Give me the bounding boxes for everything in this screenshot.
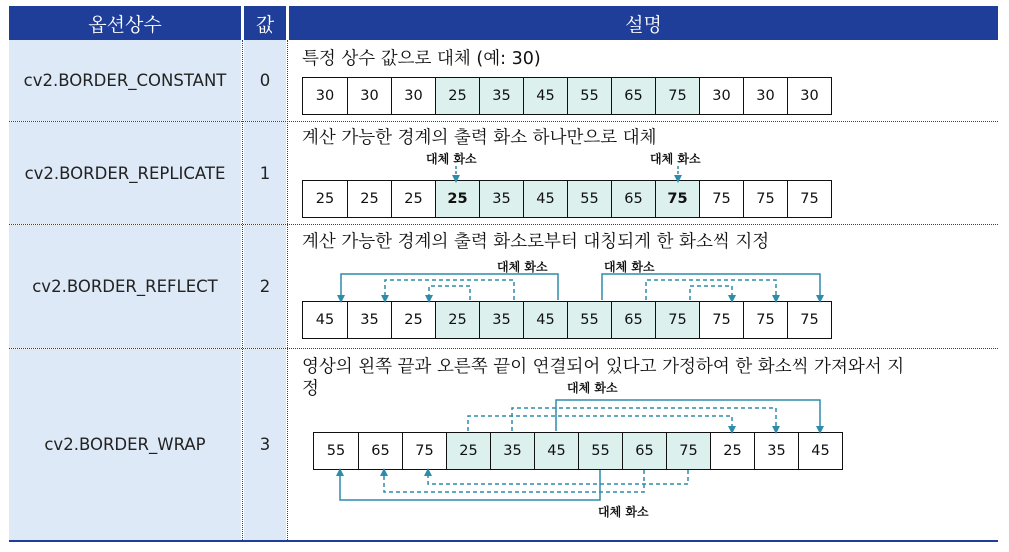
row-3-cell: 65 xyxy=(358,433,402,469)
row-3-pixel-array xyxy=(313,432,843,470)
header-description: 설명 xyxy=(289,6,998,40)
table-bottom-border xyxy=(9,540,998,542)
row-0-cell: 35 xyxy=(479,78,523,114)
row-1-cell: 65 xyxy=(611,181,655,217)
row-2-cell: 35 xyxy=(479,302,523,338)
row-2-pixel-array xyxy=(302,301,832,339)
row-1-cell: 75 xyxy=(787,181,831,217)
row-0-name: cv2.BORDER_CONSTANT xyxy=(9,40,241,121)
row-0-cell: 25 xyxy=(435,78,479,114)
row-2-cell: 45 xyxy=(315,312,335,328)
row-1-label-left: 대체 화소 xyxy=(426,152,477,166)
row-2-description: 계산 가능한 경계의 출력 화소로부터 대칭되게 한 화소씩 지정 xyxy=(302,232,770,252)
row-2-cell: 75 xyxy=(699,302,743,338)
column-divider xyxy=(242,40,243,540)
row-2-cell: 25 xyxy=(391,302,435,338)
row-1-cell: 75 xyxy=(655,181,699,217)
row-1-cell: 25 xyxy=(435,181,479,217)
row-2-cell: 55 xyxy=(567,302,611,338)
row-0-description: 특정 상수 값으로 대체 (예: 30) xyxy=(302,49,541,69)
row-0-value: 0 xyxy=(244,40,286,121)
row-3-name: cv2.BORDER_WRAP xyxy=(9,349,241,540)
row-3-cell: 45 xyxy=(798,433,842,469)
row-0-cell: 30 xyxy=(315,88,335,104)
row-3-cell: 75 xyxy=(666,433,710,469)
row-0-cell: 30 xyxy=(347,78,391,114)
row-3-description-line2: 정 xyxy=(302,379,319,399)
row-0-cell: 75 xyxy=(655,78,699,114)
row-0-pixel-array xyxy=(302,77,832,115)
row-2-value: 2 xyxy=(244,225,286,348)
row-0-cell: 55 xyxy=(567,78,611,114)
row-2-cell: 25 xyxy=(435,302,479,338)
row-1-cell: 55 xyxy=(567,181,611,217)
row-3-cell: 55 xyxy=(326,443,346,459)
row-2-cell: 45 xyxy=(523,302,567,338)
row-2-label-right: 대체 화소 xyxy=(604,260,655,274)
header-value: 값 xyxy=(244,6,286,40)
row-2-label-left: 대체 화소 xyxy=(497,260,548,274)
row-1-cell: 25 xyxy=(315,191,335,207)
row-2-cell: 65 xyxy=(611,302,655,338)
row-0-cell: 30 xyxy=(743,78,787,114)
row-1-description: 계산 가능한 경계의 출력 화소 하나만으로 대체 xyxy=(302,128,657,148)
row-3-label-bottom: 대체 화소 xyxy=(598,505,649,519)
row-2-cell: 75 xyxy=(655,302,699,338)
header-option-constant: 옵션상수 xyxy=(9,6,241,40)
row-0-cell: 30 xyxy=(699,78,743,114)
row-3-cell: 35 xyxy=(490,433,534,469)
row-2-cell: 75 xyxy=(787,302,831,338)
row-3-cell: 45 xyxy=(534,433,578,469)
row-1-label-right: 대체 화소 xyxy=(650,152,701,166)
row-1-name: cv2.BORDER_REPLICATE xyxy=(9,122,241,224)
row-2-name: cv2.BORDER_REFLECT xyxy=(9,225,241,348)
row-3-label-top: 대체 화소 xyxy=(567,381,618,395)
row-1-cell: 75 xyxy=(699,181,743,217)
row-3-cell: 25 xyxy=(710,433,754,469)
row-0-cell: 30 xyxy=(391,78,435,114)
row-1-cell: 45 xyxy=(523,181,567,217)
row-3-cell: 25 xyxy=(446,433,490,469)
row-0-cell: 65 xyxy=(611,78,655,114)
column-divider xyxy=(287,40,288,540)
row-3-cell: 65 xyxy=(622,433,666,469)
row-3-description-line1: 영상의 왼쪽 끝과 오른쪽 끝이 연결되어 있다고 가정하여 한 화소씩 가져와서 지 xyxy=(302,357,905,377)
row-1-cell: 35 xyxy=(479,181,523,217)
row-3-cell: 55 xyxy=(578,433,622,469)
row-1-cell: 75 xyxy=(743,181,787,217)
row-2-cell: 35 xyxy=(347,302,391,338)
row-3-value: 3 xyxy=(244,349,286,540)
row-0-cell: 45 xyxy=(523,78,567,114)
row-1-pixel-array xyxy=(302,180,832,218)
row-2-cell: 75 xyxy=(743,302,787,338)
row-3-cell: 35 xyxy=(754,433,798,469)
row-3-cell: 75 xyxy=(402,433,446,469)
row-1-cell: 25 xyxy=(391,181,435,217)
row-1-value: 1 xyxy=(244,122,286,224)
row-1-cell: 25 xyxy=(347,181,391,217)
row-0-cell: 30 xyxy=(787,78,831,114)
